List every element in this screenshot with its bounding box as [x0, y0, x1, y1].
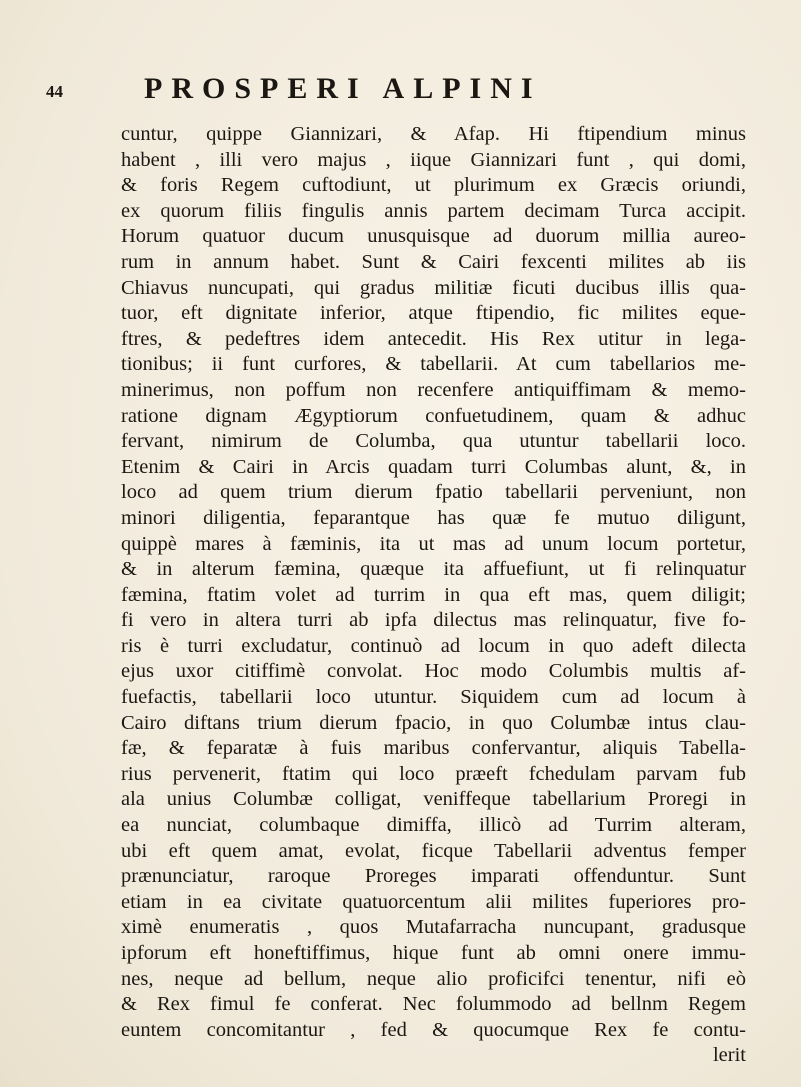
text-line: fervant, nimirum de Columba, qua utuntur tabellarii loco.	[121, 430, 746, 453]
text-line: Horum quatuor ducum unusquisque ad duorum millia aureo-	[121, 225, 746, 248]
running-head: PROSPERI ALPINI	[144, 72, 542, 105]
text-line: Cairo diftans trium dierum fpacio, in quo Columbæ intus clau-	[121, 711, 746, 734]
text-line: fæmina, ftatim volet ad turrim in qua eft mas, quem diligit;	[121, 583, 746, 606]
text-line: tionibus; ii funt curfores, & tabellarii. At cum tabellarios me-	[121, 353, 746, 376]
text-line: rum in annum habet. Sunt & Cairi fexcenti milites ab iis	[121, 250, 746, 273]
text-line: quippè mares à fæminis, ita ut mas ad unum locum portetur,	[121, 532, 746, 555]
text-line: & in alterum fæmina, quæque ita affuefiunt, ut fi relinquatur	[121, 558, 746, 581]
text-line: prænunciatur, raroque Proreges imparati offenduntur. Sunt	[121, 865, 746, 888]
text-line: & Rex fimul fe conferat. Nec folummodo ad bellnm Regem	[121, 993, 746, 1016]
text-line: fuefactis, tabellarii loco utuntur. Siquidem cum ad locum à	[121, 686, 746, 709]
text-line: etiam in ea civitate quatuorcentum alii milites fuperiores pro-	[121, 890, 746, 913]
text-line: Chiavus nuncupati, qui gradus militiæ ficuti ducibus illis qua-	[121, 276, 746, 299]
text-line: ximè enumeratis , quos Mutafarracha nuncupant, gradusque	[121, 916, 746, 939]
text-line: & foris Regem cuftodiunt, ut plurimum ex Græcis oriundi,	[121, 174, 746, 197]
text-line: fi vero in altera turri ab ipfa dilectus mas relinquatur, five fo-	[121, 609, 746, 632]
text-line: ea nunciat, columbaque dimiffa, illicò ad Turrim alteram,	[121, 814, 746, 837]
page-number: 44	[46, 82, 63, 101]
text-line: ex quorum filiis fingulis annis partem decimam Turca accipit.	[121, 199, 746, 222]
catchword: lerit	[712, 1044, 746, 1067]
body-text	[121, 122, 746, 1069]
text-line: cuntur, quippe Giannizari, & Afap. Hi ftipendium minus	[121, 123, 746, 145]
text-line: loco ad quem trium dierum fpatio tabellarii perveniunt, non	[121, 481, 746, 504]
text-line: euntem concomitantur , fed & quocumque Rex fe contu-	[121, 1018, 746, 1041]
text-line: ipforum eft honeftiffimus, hique funt ab omni onere immu-	[121, 942, 746, 964]
text-line: ftres, & pedeftres idem antecedit. His Rex utitur in lega-	[121, 327, 746, 350]
text-line: ala unius Columbæ colligat, veniffeque tabellarium Proregi in	[121, 788, 746, 811]
text-line: fæ, & feparatæ à fuis maribus confervantur, aliquis Tabella-	[121, 737, 746, 760]
text-line: tuor, eft dignitate inferior, atque ftipendio, fic milites eque-	[121, 302, 746, 325]
text-line: minerimus, non poffum non recenfere antiquiffimam & memo-	[121, 378, 746, 401]
text-line: ubi eft quem amat, evolat, ficque Tabellarii adventus femper	[121, 839, 746, 862]
text-line: rius pervenerit, ftatim qui loco præeft fchedulam parvam fub	[121, 762, 746, 785]
text-line: ratione dignam Ægyptiorum confuetudinem, quam & adhuc	[121, 404, 746, 427]
page-header	[46, 72, 766, 106]
text-line: minori diligentia, feparantque has quæ fe mutuo diligunt,	[121, 506, 746, 529]
text-line: ris è turri excludatur, continuò ad locum in quo adeft dilecta	[121, 634, 746, 657]
text-line: Etenim & Cairi in Arcis quadam turri Columbas alunt, &, in	[121, 455, 746, 478]
text-line: nes, neque ad bellum, neque alio proficifci tenentur, nifi eò	[121, 967, 746, 990]
text-line: ejus uxor citiffimè convolat. Hoc modo Columbis multis af-	[121, 660, 746, 683]
text-line: habent , illi vero majus , iique Giannizari funt , qui domi,	[121, 148, 746, 171]
